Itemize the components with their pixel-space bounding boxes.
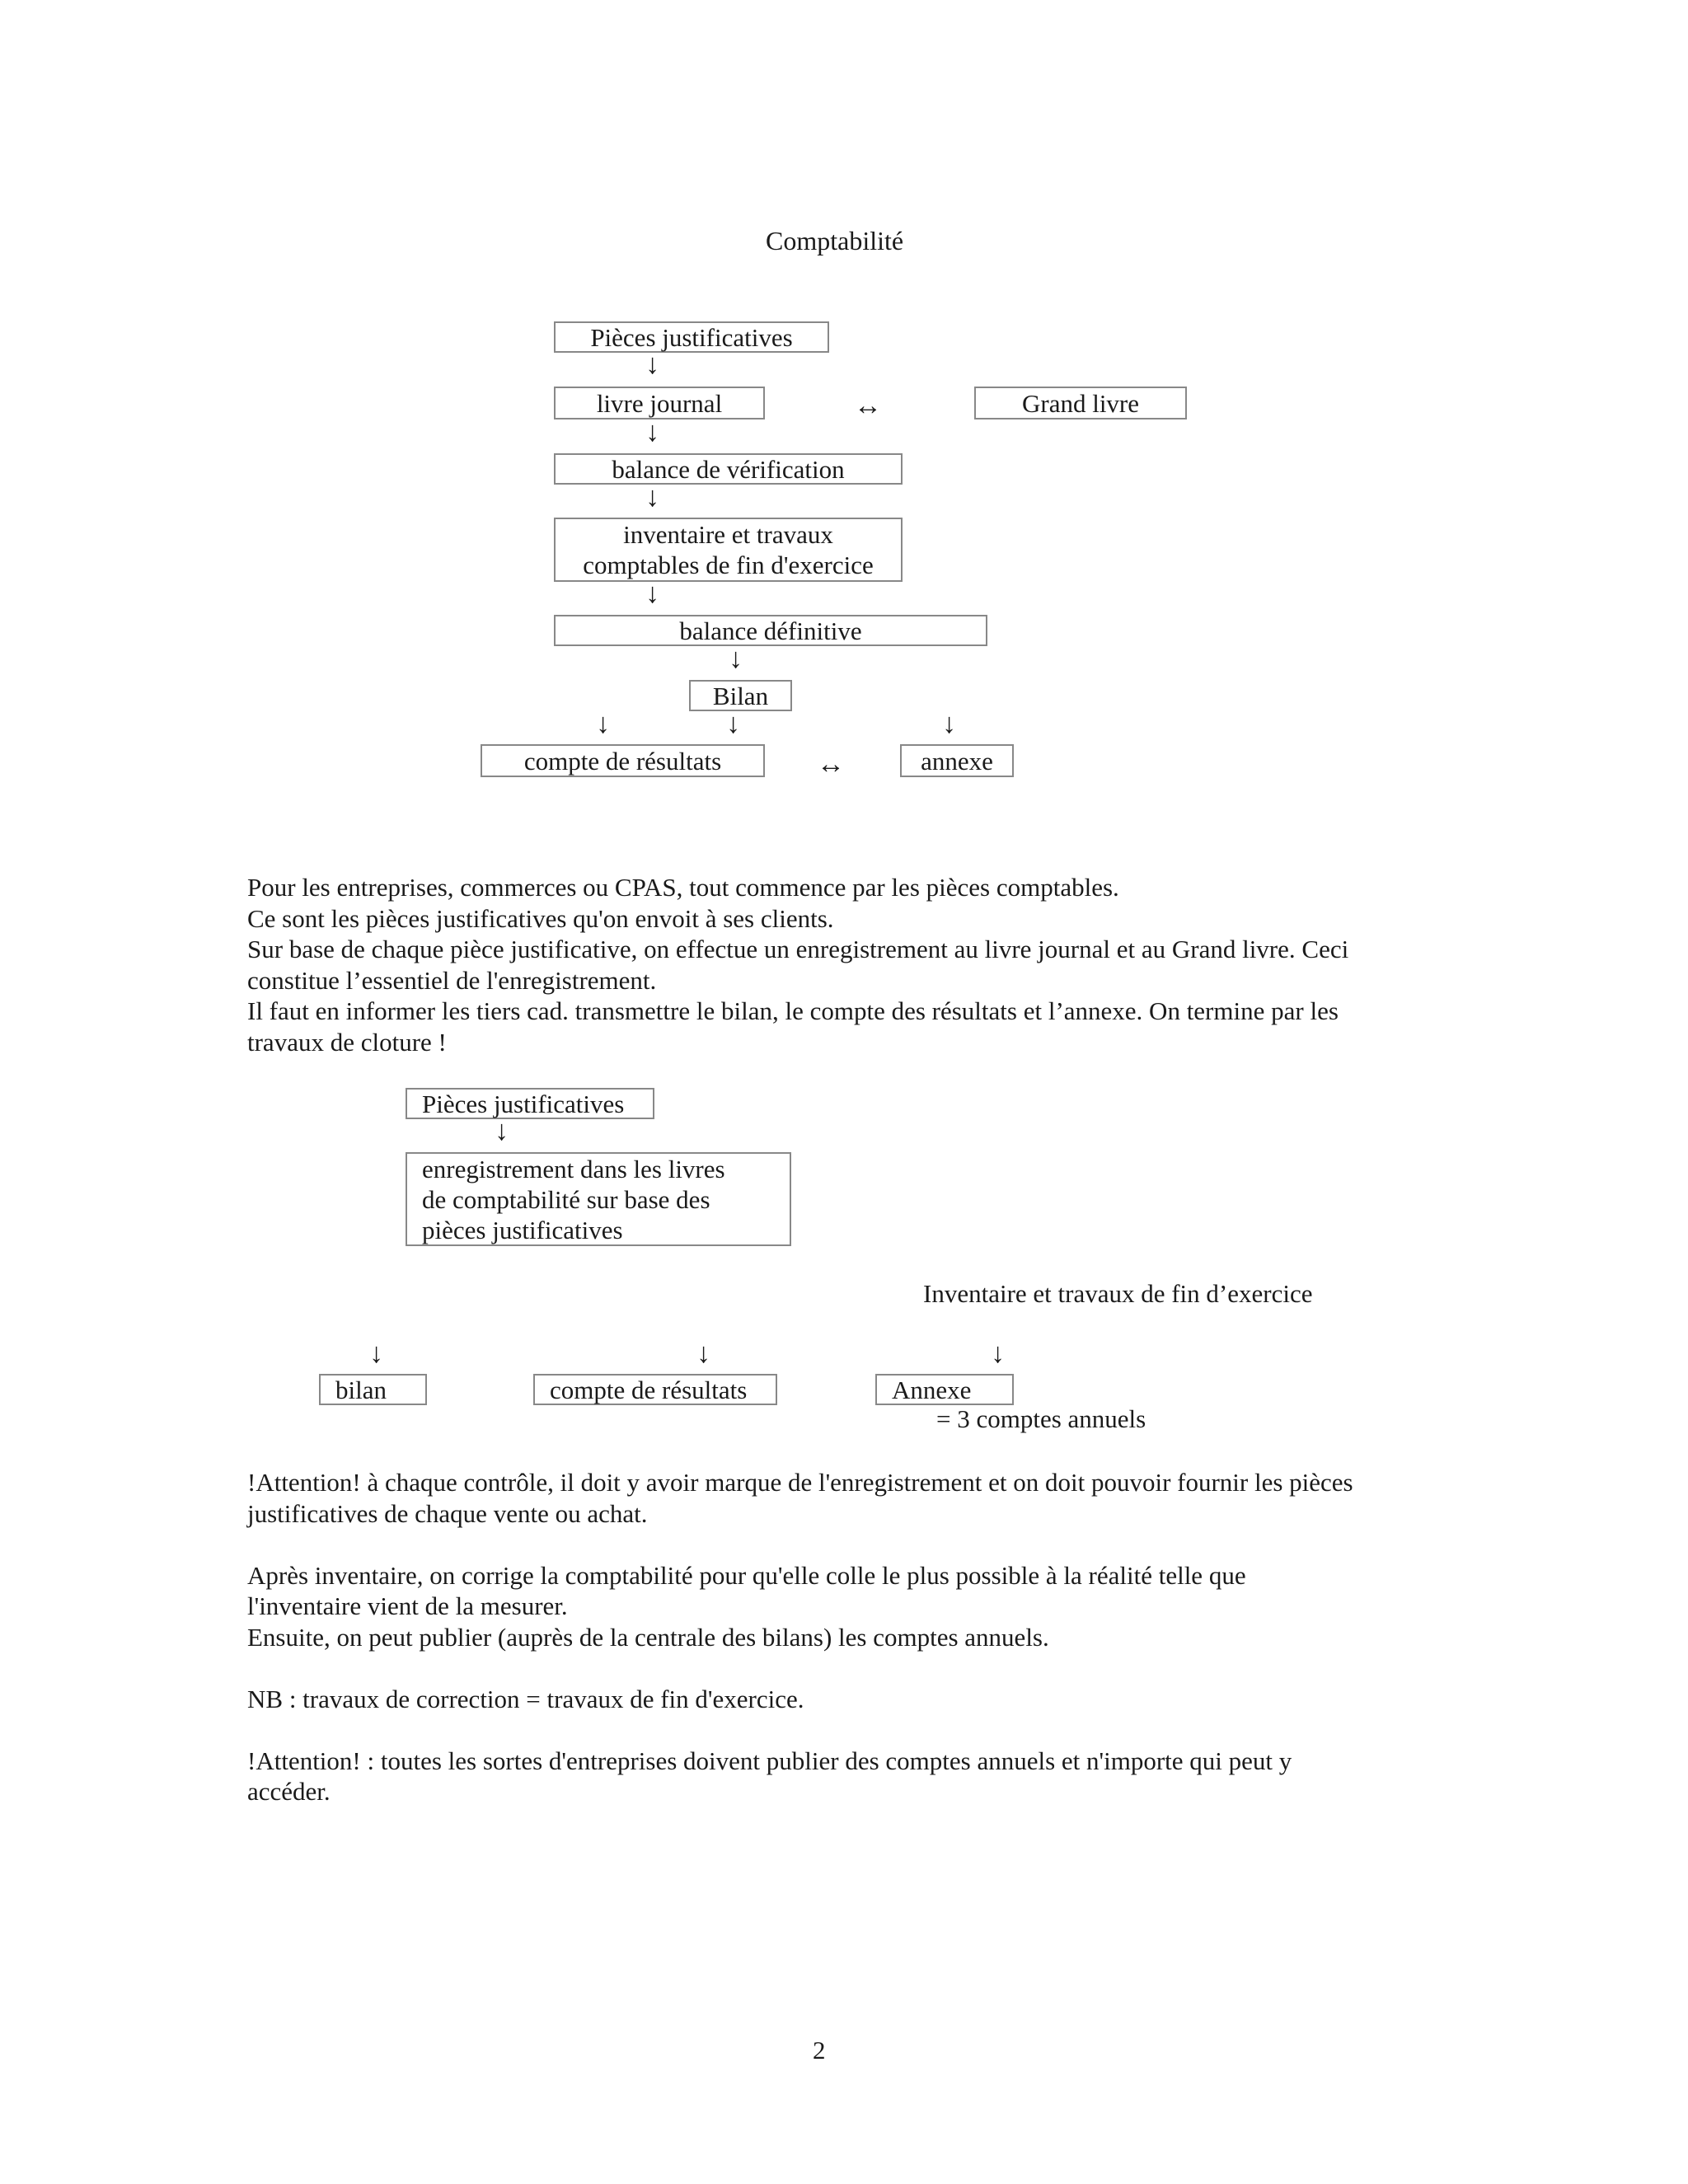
- box-livre-journal: [554, 387, 765, 419]
- box-label: balance de vérification: [612, 454, 845, 484]
- text-line: Il faut en informer les tiers cad. transmettre le bilan, le compte des résultats et l’annexe. On termine par les: [247, 996, 1339, 1025]
- box-label-line1: enregistrement dans les livres: [422, 1155, 725, 1183]
- double-arrow-icon: ↔: [854, 391, 882, 421]
- text-line: Après inventaire, on corrige la comptabilité pour qu'elle colle le plus possible à la réalité telle que: [247, 1560, 1246, 1590]
- box-label: Pièces justificatives: [590, 322, 793, 352]
- page-title: Comptabilité: [766, 226, 904, 255]
- text-line: !Attention! : toutes les sortes d'entreprises doivent publier des comptes annuels et n'importe qui peut y: [247, 1746, 1292, 1775]
- down-arrow-icon: ↓: [596, 709, 610, 739]
- text-line: l'inventaire vient de la mesurer.: [247, 1591, 568, 1620]
- down-arrow-icon: ↓: [495, 1116, 509, 1146]
- down-arrow-icon: ↓: [729, 644, 743, 674]
- box-label: Grand livre: [1021, 388, 1140, 418]
- box-label-line2: comptables de fin d'exercice: [583, 551, 874, 579]
- down-arrow-icon: ↓: [645, 579, 659, 609]
- box-inventaire-travaux: [554, 518, 903, 582]
- box-grand-livre: [974, 387, 1187, 419]
- box2-bilan: [319, 1374, 427, 1405]
- box-balance-definitive: [554, 615, 987, 646]
- notes-paragraph: [247, 1467, 1451, 1807]
- down-arrow-icon: ↓: [726, 709, 740, 739]
- text-line: Pour les entreprises, commerces ou CPAS, tout commence par les pièces comptables.: [247, 873, 1119, 902]
- box-label: livre journal: [596, 388, 723, 418]
- box2-enregistrement: [406, 1152, 791, 1246]
- down-arrow-icon: ↓: [696, 1338, 710, 1369]
- comptes-annuels-label: = 3 comptes annuels: [936, 1404, 1146, 1433]
- box-label: Annexe: [892, 1375, 972, 1404]
- text-line: Sur base de chaque pièce justificative, on effectue un enregistrement au livre journal et au Grand livre. Ceci: [247, 935, 1349, 963]
- box-label: Bilan: [712, 681, 769, 710]
- down-arrow-icon: ↓: [991, 1338, 1005, 1369]
- box-pieces-justificatives: [554, 321, 829, 353]
- text-line: justificatives de chaque vente ou achat.: [247, 1498, 648, 1528]
- text-line: !Attention! à chaque contrôle, il doit y avoir marque de l'enregistrement et on doit pouvoir fournir les pièces: [247, 1468, 1353, 1497]
- text-line: travaux de cloture !: [247, 1027, 447, 1057]
- box2-compte-resultats: [533, 1374, 777, 1405]
- down-arrow-icon: ↓: [942, 709, 956, 739]
- box-compte-resultats: [481, 744, 765, 777]
- text-line: NB : travaux de correction = travaux de fin d'exercice.: [247, 1684, 804, 1713]
- inventaire-label: Inventaire et travaux de fin d’exercice: [923, 1279, 1313, 1308]
- text-line: Ensuite, on peut publier (auprès de la centrale des bilans) les comptes annuels.: [247, 1622, 1049, 1652]
- page-number: 2: [813, 2036, 826, 2064]
- box-label-line1: inventaire et travaux: [623, 520, 833, 549]
- box2-annexe: [875, 1374, 1014, 1405]
- down-arrow-icon: ↓: [645, 349, 659, 380]
- box-label: compte de résultats: [550, 1375, 748, 1404]
- text-line: constitue l’essentiel de l'enregistrement.: [247, 965, 657, 995]
- box-label: bilan: [335, 1375, 387, 1404]
- double-arrow-icon: ↔: [817, 749, 845, 780]
- box-label-line3: pièces justificatives: [422, 1216, 623, 1244]
- down-arrow-icon: ↓: [369, 1338, 383, 1369]
- box-label-line2: de comptabilité sur base des: [422, 1185, 710, 1214]
- text-line: accéder.: [247, 1777, 331, 1806]
- down-arrow-icon: ↓: [645, 417, 659, 448]
- box-label: annexe: [921, 746, 993, 776]
- down-arrow-icon: ↓: [645, 482, 659, 513]
- box-label: balance définitive: [679, 616, 862, 645]
- box-balance-verification: [554, 453, 903, 485]
- box-label: Pièces justificatives: [422, 1089, 625, 1118]
- text-line: Ce sont les pièces justificatives qu'on envoit à ses clients.: [247, 903, 834, 933]
- box-annexe: [900, 744, 1014, 777]
- box-label: compte de résultats: [523, 746, 722, 776]
- box2-pieces-justificatives: [406, 1088, 654, 1119]
- intro-paragraph: [247, 872, 1451, 1057]
- box-bilan: [689, 680, 792, 711]
